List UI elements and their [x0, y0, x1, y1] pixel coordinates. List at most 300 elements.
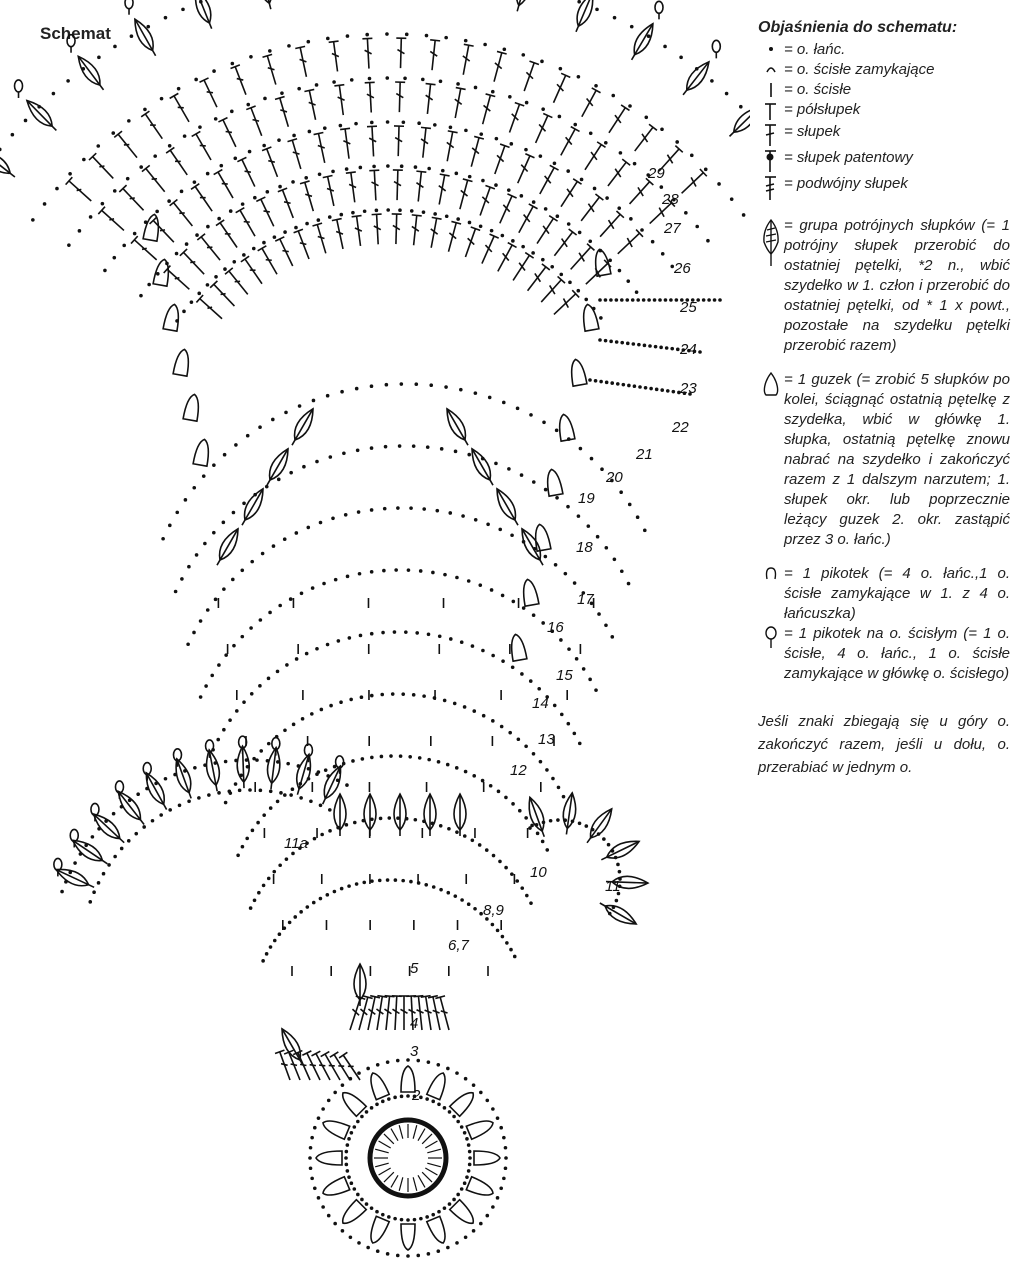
double-crochet: [282, 190, 293, 218]
chain-stitch: [647, 298, 651, 302]
chain-stitch: [666, 389, 670, 393]
chain-stitch: [199, 695, 203, 699]
stitch-top: [369, 170, 379, 171]
double-crochet: [146, 168, 165, 191]
chain-stitch: [151, 819, 155, 823]
stitch-top: [332, 219, 342, 221]
chain-stitch: [626, 342, 630, 346]
chain-stitch: [585, 824, 589, 828]
chain-stitch: [222, 728, 226, 732]
chain-stitch: [360, 695, 364, 699]
chain-stitch: [294, 226, 298, 230]
chain-stitch: [346, 575, 350, 579]
stitch-bar: [441, 1011, 448, 1013]
chain-stitch: [249, 906, 253, 910]
ring-stitch: [391, 1175, 398, 1187]
chain-stitch: [455, 1241, 459, 1245]
popcorn: [474, 1151, 500, 1165]
stitch-top: [192, 131, 201, 136]
chain-stitch: [577, 514, 581, 518]
ring-stitch: [425, 1168, 437, 1175]
chain-stitch: [508, 95, 512, 99]
ring-stitch: [379, 1141, 391, 1148]
chain-stitch: [310, 1177, 314, 1181]
chain-stitch: [504, 866, 508, 870]
chain-stitch: [644, 386, 648, 390]
popcorn: [427, 1216, 445, 1243]
legend-item-text: = o. ścisłe zamykające: [784, 61, 935, 78]
chain-stitch: [299, 796, 303, 800]
chain-stitch: [444, 36, 448, 40]
ring-stitch: [418, 1129, 425, 1141]
chain-stitch: [347, 1137, 351, 1141]
round-number-label: 27: [664, 220, 681, 237]
chain-stitch: [556, 818, 560, 822]
double-crochet: [399, 82, 400, 112]
treble-crochet: [401, 38, 402, 68]
chain-stitch: [357, 510, 361, 514]
popcorn: [466, 1121, 493, 1139]
chain-stitch: [446, 891, 450, 895]
chain-stitch: [193, 766, 197, 770]
chain-stitch: [180, 190, 184, 194]
chain-stitch: [60, 890, 64, 894]
chain-stitch: [344, 1156, 348, 1160]
double-crochet: [480, 187, 490, 215]
ring-stitch: [418, 1175, 425, 1187]
chain-stitch: [197, 796, 201, 800]
chain-stitch: [345, 167, 349, 171]
double-crochet: [350, 998, 361, 1030]
chain-stitch: [479, 225, 483, 229]
chain-stitch: [482, 714, 486, 718]
chain-stitch: [406, 1218, 410, 1222]
chain-stitch: [540, 60, 544, 64]
chain-stitch: [416, 1254, 420, 1258]
chain-stitch: [456, 1120, 460, 1124]
chain-stitch: [501, 594, 505, 598]
chain-stitch: [31, 218, 35, 222]
chain-stitch: [576, 289, 580, 293]
chain-stitch: [168, 808, 172, 812]
double-crochet: [498, 245, 512, 271]
chain-stitch: [370, 446, 374, 450]
chain-stitch: [467, 579, 471, 583]
legend-item-text: = grupa potrójnych słupków (= 1 potrójny słupek przerobić do ostatniej pętelki, *2 n., wbić szydełko w 1. człon i przerobić do ostatniej pętelki, od * 1 x powt., pozostałe na szydełku pętelki przerobić razem): [784, 217, 1010, 354]
chain-stitch: [223, 453, 227, 457]
chain-stitch: [331, 170, 335, 174]
double-crochet: [261, 199, 274, 226]
chain-stitch: [210, 674, 214, 678]
chain-stitch: [232, 260, 236, 264]
double-crochet: [513, 255, 529, 280]
chain-stitch: [459, 388, 463, 392]
chain-stitch: [287, 44, 291, 48]
chain-stitch: [529, 679, 533, 683]
legend-item: [758, 100, 1010, 122]
chain-stitch: [590, 457, 594, 461]
stitch-bar: [281, 1064, 288, 1066]
chain-stitch: [604, 298, 608, 302]
chain-stitch: [298, 404, 302, 408]
chain-stitch: [471, 644, 475, 648]
stitch-bar: [263, 211, 269, 212]
chain-stitch: [175, 511, 179, 515]
chain-stitch: [387, 816, 391, 820]
chain-stitch: [345, 783, 349, 787]
chain-stitch: [273, 235, 277, 239]
chain-stitch: [146, 25, 150, 29]
chain-stitch: [605, 381, 609, 385]
chain-stitch: [52, 92, 56, 96]
ring-stitch: [425, 1141, 437, 1148]
double-crochet: [397, 170, 398, 200]
stitch-top: [456, 88, 466, 90]
chain-stitch: [524, 148, 528, 152]
chain-stitch: [406, 1254, 410, 1258]
double-crochet: [608, 162, 626, 186]
chain-stitch: [405, 33, 409, 37]
chain-stitch: [407, 568, 411, 572]
popcorn: [466, 1177, 493, 1195]
chain-stitch: [346, 1169, 350, 1173]
chain-stitch: [520, 473, 524, 477]
chain-stitch: [351, 211, 355, 215]
chain-stitch: [467, 902, 471, 906]
stitch-top: [440, 174, 450, 176]
round-number-label: 8,9: [483, 902, 504, 919]
chain-stitch: [356, 449, 360, 453]
stitch-top: [191, 184, 199, 190]
chain-stitch: [393, 630, 397, 634]
chain-stitch: [353, 821, 357, 825]
chain-stitch: [478, 843, 482, 847]
chain-stitch: [505, 941, 509, 945]
chain-stitch: [439, 824, 443, 828]
ring-stitch: [399, 1177, 403, 1191]
chain-stitch: [326, 893, 330, 897]
chain-stitch: [542, 420, 546, 424]
round-number-label: 10: [530, 864, 547, 881]
double-crochet: [561, 129, 575, 155]
chain-stitch: [333, 1091, 337, 1095]
stitch-bar: [319, 1065, 325, 1066]
chain-stitch: [429, 383, 433, 387]
chain-stitch: [164, 777, 168, 781]
chain-stitch: [240, 568, 244, 572]
chain-stitch: [89, 215, 93, 219]
chain-stitch: [322, 582, 326, 586]
chain-stitch: [567, 647, 571, 651]
chain-stitch: [578, 742, 582, 746]
chain-stitch: [350, 78, 354, 82]
chain-stitch: [255, 758, 259, 762]
chain-stitch: [279, 791, 283, 795]
chain-stitch: [187, 799, 191, 803]
chain-stitch: [409, 506, 413, 510]
chain-stitch: [498, 528, 502, 532]
chain-stitch: [289, 793, 293, 797]
stitch-top: [622, 159, 630, 165]
popcorn: [450, 1200, 474, 1224]
chain-stitch: [587, 524, 591, 528]
chain-stitch: [340, 390, 344, 394]
treble-crochet: [367, 39, 369, 69]
double-crochet: [240, 210, 255, 236]
chain-stitch: [494, 462, 498, 466]
chain-stitch: [517, 737, 521, 741]
chain-stitch: [443, 573, 447, 577]
double-crochet: [600, 214, 620, 236]
chain-stitch: [306, 526, 310, 530]
chain-stitch: [37, 105, 41, 109]
chain-stitch: [568, 281, 572, 285]
stitch-top: [416, 171, 426, 172]
chain-stitch: [362, 881, 366, 885]
double-crochet: [102, 210, 124, 230]
chain-stitch: [167, 199, 171, 203]
chain-stitch: [615, 899, 619, 903]
chain-stitch: [626, 279, 630, 283]
chain-stitch: [370, 1106, 374, 1110]
chain-stitch: [698, 350, 702, 354]
double-crochet: [398, 126, 399, 156]
chain-stitch: [386, 1060, 390, 1064]
chain-stitch: [490, 588, 494, 592]
chain-stitch: [328, 215, 332, 219]
chain-stitch: [513, 955, 517, 959]
chain-stitch: [499, 1126, 503, 1130]
chain-stitch: [263, 97, 267, 101]
chain-stitch: [455, 830, 459, 834]
chain-stitch: [461, 514, 465, 518]
cluster-stem: [530, 797, 544, 836]
cluster-stem: [260, 0, 271, 9]
chain-stitch: [605, 196, 609, 200]
chain-stitch: [250, 692, 254, 696]
round-number-label: 20: [606, 469, 623, 486]
chain-stitch: [549, 819, 553, 823]
chain-stitch: [463, 705, 467, 709]
chain-stitch: [553, 704, 557, 708]
chain-stitch: [653, 298, 657, 302]
chain-stitch: [326, 643, 330, 647]
chain-stitch: [326, 394, 330, 398]
chain-stitch: [518, 809, 522, 813]
round-number-label: 18: [576, 539, 593, 556]
treble-crochet: [145, 114, 162, 139]
stitch-top: [448, 131, 458, 133]
chain-stitch: [422, 507, 426, 511]
chain-stitch: [153, 154, 157, 158]
chain-stitch: [494, 183, 498, 187]
chain-stitch: [544, 207, 548, 211]
chain-stitch: [600, 467, 604, 471]
chain-stitch: [501, 935, 505, 939]
chain-stitch: [127, 119, 131, 123]
chain-stitch: [510, 533, 514, 537]
chain-stitch: [555, 429, 559, 433]
chain-stitch: [262, 813, 266, 817]
chain-stitch: [376, 1249, 380, 1253]
chain-stitch: [567, 722, 571, 726]
chain-stitch: [315, 83, 319, 87]
chain-stitch: [360, 1198, 364, 1202]
chain-stitch: [629, 217, 633, 221]
chain-stitch: [370, 121, 374, 125]
chain-stitch: [212, 69, 216, 73]
chain-stitch: [142, 825, 146, 829]
chain-stitch: [435, 509, 439, 513]
chain-stitch: [436, 1249, 440, 1253]
chain-stitch: [134, 832, 138, 836]
chain-stitch: [309, 1146, 313, 1150]
chain-stitch: [557, 786, 561, 790]
legend-item-text: = o. łańc.: [784, 41, 846, 58]
chain-stitch: [602, 837, 606, 841]
stitch-bar: [293, 152, 300, 154]
chain-stitch: [408, 755, 412, 759]
chain-stitch: [521, 53, 525, 57]
picot-on-sc-icon: [758, 624, 784, 650]
chain-stitch: [467, 1143, 471, 1147]
chain-stitch: [43, 202, 47, 206]
chain-stitch: [312, 901, 316, 905]
chain-stitch: [446, 1067, 450, 1071]
chain-stitch: [306, 905, 310, 909]
chain-stitch: [272, 544, 276, 548]
chain-stitch: [386, 120, 390, 124]
chain-stitch: [207, 793, 211, 797]
chain-stitch: [361, 757, 365, 761]
chain-stitch: [481, 179, 485, 183]
legend-item: [758, 174, 1010, 202]
chain-stitch: [501, 659, 505, 663]
ring-stitch: [422, 1134, 432, 1144]
chain-stitch: [464, 770, 468, 774]
chain-stitch: [400, 1218, 404, 1222]
chain-stitch: [507, 467, 511, 471]
chain-stitch: [503, 47, 507, 51]
half-double-crochet-icon: [758, 100, 784, 122]
chain-stitch: [186, 642, 190, 646]
chain-stitch: [299, 910, 303, 914]
chain-stitch: [347, 1175, 351, 1179]
popcorn: [371, 1073, 389, 1100]
chain-stitch: [206, 608, 210, 612]
chain-stitch: [560, 713, 564, 717]
chain-stitch: [193, 180, 197, 184]
chain-stitch: [235, 709, 239, 713]
chain-stitch: [619, 490, 623, 494]
stitch-bar: [268, 161, 275, 162]
chain-stitch: [604, 141, 608, 145]
chain-stitch: [627, 384, 631, 388]
stitch-bar: [627, 238, 632, 247]
chain-stitch: [277, 478, 281, 482]
chain-stitch: [524, 816, 528, 820]
chain-stitch: [386, 1252, 390, 1256]
chain-stitch: [539, 760, 543, 764]
stitch-bar: [539, 124, 545, 131]
chain-stitch: [440, 447, 444, 451]
chain-stitch: [308, 130, 312, 134]
chain-stitch: [464, 129, 468, 133]
chain-stitch: [370, 570, 374, 574]
chain-stitch: [647, 34, 651, 38]
chain-stitch: [578, 231, 582, 235]
chain-stitch: [472, 709, 476, 713]
chain-stitch: [497, 790, 501, 794]
chain-stitch: [427, 632, 431, 636]
chain-stitch: [385, 32, 389, 36]
chain-stitch: [609, 298, 613, 302]
treble-crochet: [554, 75, 566, 102]
chain-stitch: [544, 555, 548, 559]
chain-stitch: [159, 813, 163, 817]
chain-stitch: [308, 1156, 312, 1160]
stitch-bar: [329, 1065, 335, 1066]
treble-crochet-icon: [758, 174, 784, 202]
chain-stitch: [610, 635, 614, 639]
chain-stitch: [251, 829, 255, 833]
double-crochet: [396, 214, 397, 244]
chain-stitch: [446, 763, 450, 767]
patent-double-crochet-icon: [758, 148, 784, 174]
chain-stitch: [242, 700, 246, 704]
chain-stitch: [604, 623, 608, 627]
stitch-bar: [268, 68, 275, 70]
chain-stitch: [354, 122, 358, 126]
chain-stitch: [394, 568, 398, 572]
chain-stitch: [164, 16, 168, 20]
chain-stitch: [452, 1115, 456, 1119]
chain-stitch: [695, 225, 699, 229]
chain-stitch: [610, 381, 614, 385]
chain-stitch: [406, 1094, 410, 1098]
chain-stitch: [242, 253, 246, 257]
chain-stitch: [223, 267, 227, 271]
chain-stitch: [181, 8, 185, 12]
stitch-bar: [557, 84, 563, 91]
chain-stitch: [579, 447, 583, 451]
double-crochet: [170, 150, 187, 175]
chain-stitch: [595, 8, 599, 12]
double-crochet: [218, 172, 233, 198]
popcorn: [548, 469, 563, 496]
double-crochet: [630, 182, 650, 204]
chain-stitch: [637, 343, 641, 347]
chain-stitch: [258, 684, 262, 688]
stitch-bar: [160, 230, 165, 231]
chain-stitch: [212, 463, 216, 467]
double-crochet: [123, 189, 144, 211]
chain-stitch: [483, 43, 487, 47]
chain-stitch: [504, 1166, 508, 1170]
chain-stitch: [234, 443, 238, 447]
chain-stitch: [633, 384, 637, 388]
popcorn: [343, 1093, 367, 1117]
chain-stitch: [365, 1202, 369, 1206]
popcorn-icon: [758, 370, 784, 398]
chain-stitch: [642, 298, 646, 302]
chain-stitch: [345, 1163, 349, 1167]
chain-stitch: [690, 154, 694, 158]
chain-stitch: [344, 513, 348, 517]
chain-stitch: [474, 391, 478, 395]
chain-stitch: [384, 445, 388, 449]
chain-stitch: [353, 1187, 357, 1191]
